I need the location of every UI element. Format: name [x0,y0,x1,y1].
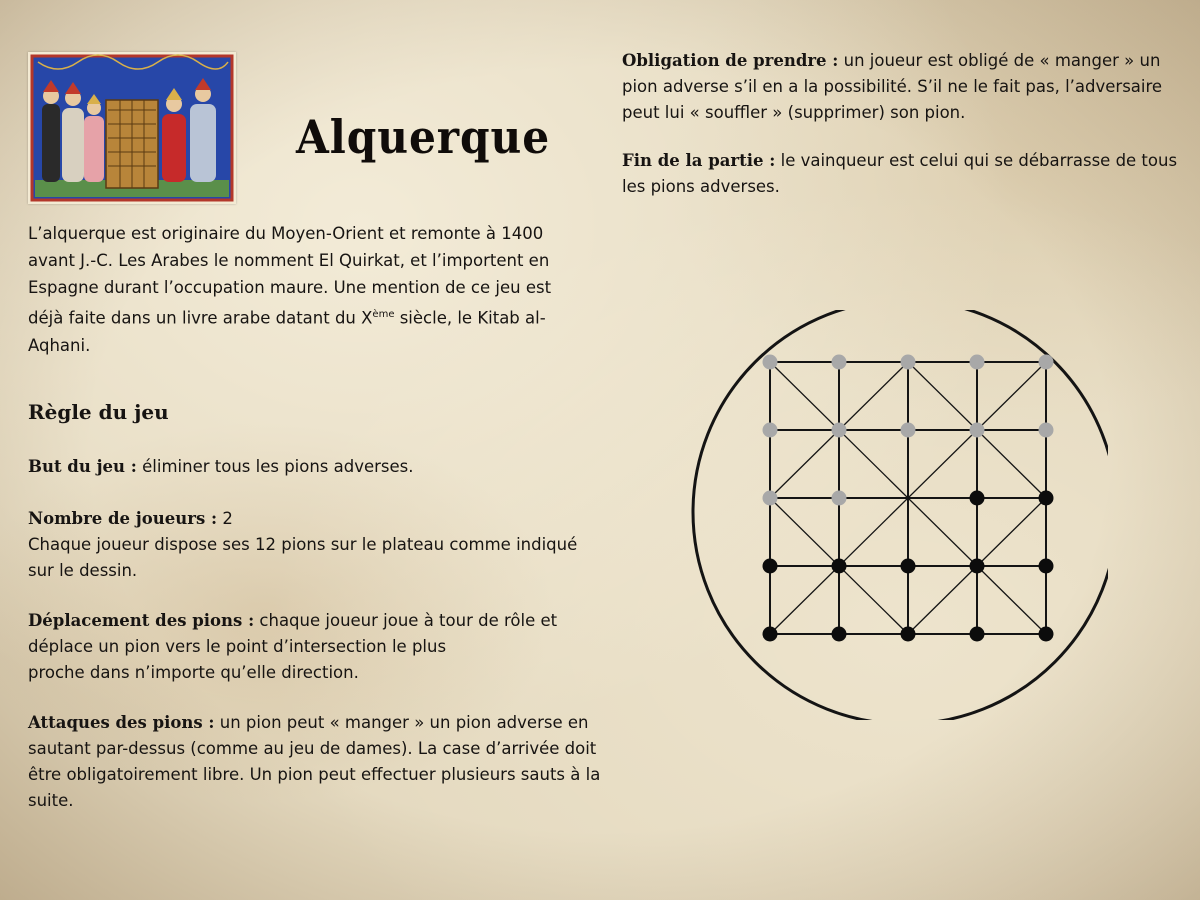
black-piece [763,627,778,642]
black-piece [832,627,847,642]
black-piece [1039,559,1054,574]
intro-text: L’alquerque est originaire du Moyen-Orient et remonte à 1400 avant J.-C. Les Arabes le nomment El Quirkat, et l’importent en Espagne durant l’occupation maure. Une mention de ce jeu est déjà faite dans un livre arabe datant du X [28,224,552,328]
black-piece [970,627,985,642]
grey-piece [832,423,847,438]
rule-obligation [622,48,1182,126]
board-svg [688,310,1108,720]
grey-piece [970,423,985,438]
grey-piece [970,355,985,370]
grey-piece [763,423,778,438]
grey-piece [832,491,847,506]
rule-movement-text-2: proche dans n’importe qu’elle direction. [28,663,359,682]
grey-piece [763,355,778,370]
grey-piece [901,423,916,438]
rule-movement-text: chaque joueur joue à tour de rôle et déplace un pion vers le point d’intersection le plus [28,611,558,656]
rule-goal-label: But du jeu : [28,457,137,476]
rule-players-value: 2 [217,509,233,528]
intro-text-end: siècle, le Kitab al-Aqhani. [28,308,546,355]
rule-movement [28,608,608,686]
black-piece [832,559,847,574]
rule-attacks [28,710,613,814]
rule-attacks-text: un pion peut « manger » un pion adverse en sautant par-dessus (comme au jeu de dames). La case d’arrivée doit être obligatoirement libre. Un pion peut effectuer plusieurs sauts à la suite. [28,713,601,810]
grey-piece [763,491,778,506]
rule-end-text: le vainqueur est celui qui se débarrasse de tous les pions adverses. [622,151,1178,196]
intro-superscript: ème [372,309,395,320]
rule-attacks-label: Attaques des pions : [28,713,215,732]
intro-paragraph [28,220,588,359]
grey-piece [832,355,847,370]
rule-goal [28,454,608,480]
rule-goal-text: éliminer tous les pions adverses. [136,457,414,476]
rule-obligation-text: un joueur est obligé de « manger » un pion adverse s’il en a la possibilité. S’il ne le fait pas, l’adversaire peut lui « souffler » (supprimer) son pion. [622,51,1163,122]
black-piece [970,559,985,574]
black-piece [1039,491,1054,506]
rule-obligation-label: Obligation de prendre : [622,51,839,70]
rules-heading: Règle du jeu [28,400,169,424]
rule-players-label: Nombre de joueurs : [28,509,218,528]
rule-players-text: Chaque joueur dispose ses 12 pions sur le plateau comme indiqué sur le dessin. [28,535,578,580]
grey-piece [901,355,916,370]
black-piece [1039,627,1054,642]
game-board-diagram [688,310,1108,720]
rule-movement-label: Déplacement des pions : [28,611,255,630]
black-piece [901,627,916,642]
grey-piece [1039,355,1054,370]
rule-end [622,148,1182,200]
grey-piece [1039,423,1054,438]
medieval-illustration [28,52,236,204]
page-title: Alquerque [296,110,551,164]
rule-players [28,506,608,584]
black-piece [970,491,985,506]
black-piece [763,559,778,574]
black-piece [901,559,916,574]
rule-end-label: Fin de la partie : [622,151,776,170]
